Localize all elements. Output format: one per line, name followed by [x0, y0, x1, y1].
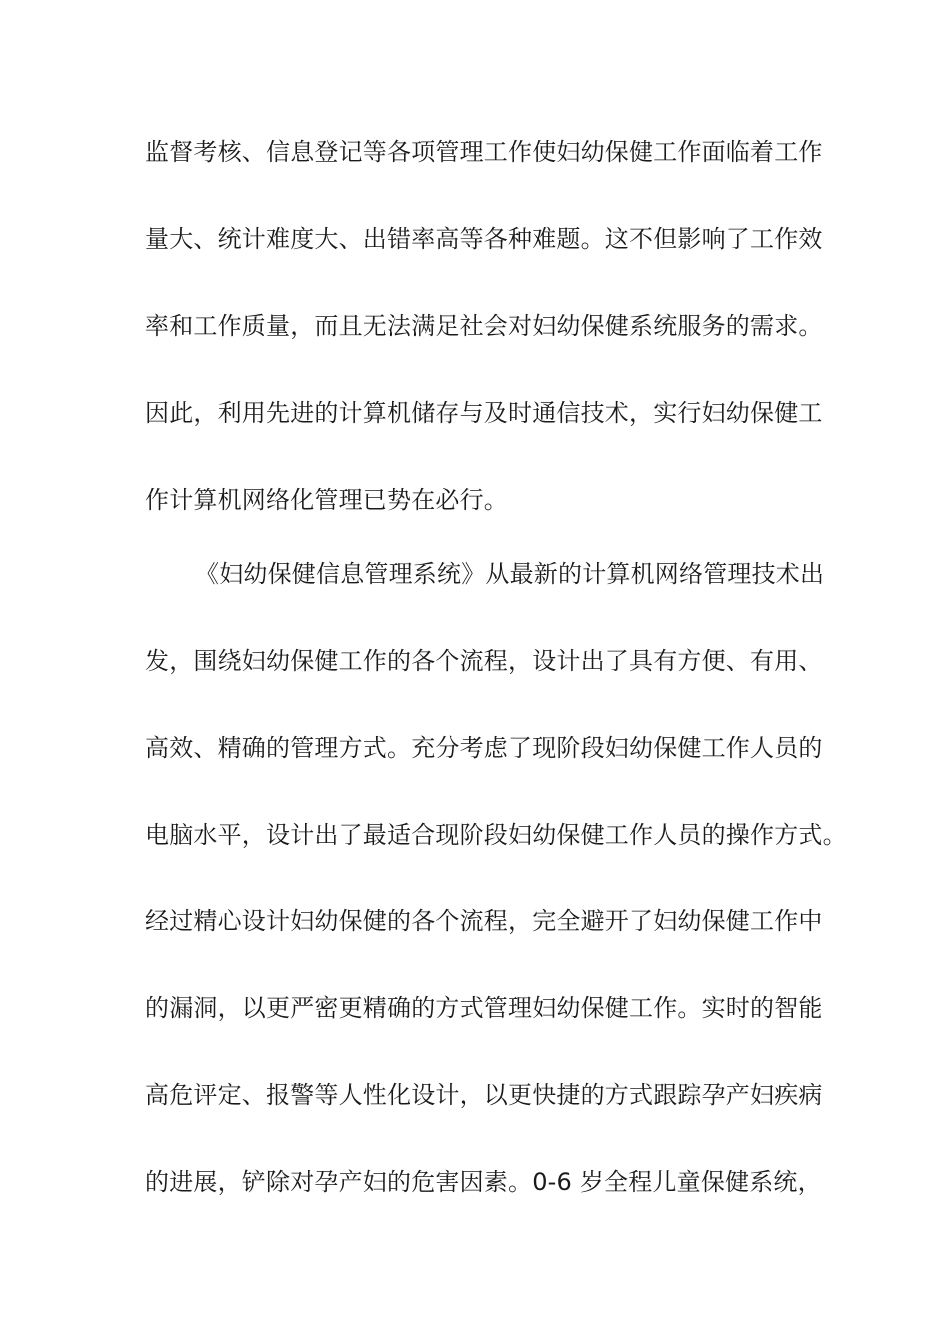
text-line: 高效、精确的管理方式。充分考虑了现阶段妇幼保健工作人员的 [145, 734, 823, 762]
text-line: 作计算机网络化管理已势在必行。 [145, 486, 508, 514]
text-line: 电脑水平，设计出了最适合现阶段妇幼保健工作人员的操作方式。 [145, 821, 847, 849]
text-line: 的进展，铲除对孕产妇的危害因素。0-6 岁全程儿童保健系统， [145, 1168, 822, 1196]
paragraph-start-line: 《妇幼保健信息管理系统》从最新的计算机网络管理技术出 [195, 560, 825, 588]
text-line: 率和工作质量，而且无法满足社会对妇幼保健系统服务的需求。 [145, 312, 823, 340]
text-line: 量大、统计难度大、出错率高等各种难题。这不但影响了工作效 [145, 225, 823, 253]
text-line: 高危评定、报警等人性化设计，以更快捷的方式跟踪孕产妇疾病 [145, 1081, 823, 1109]
text-line: 监督考核、信息登记等各项管理工作使妇幼保健工作面临着工作 [145, 138, 823, 166]
text-line: 发，围绕妇幼保健工作的各个流程，设计出了具有方便、有用、 [145, 647, 823, 675]
text-line: 经过精心设计妇幼保健的各个流程，完全避开了妇幼保健工作中 [145, 907, 823, 935]
text-line: 的漏洞，以更严密更精确的方式管理妇幼保健工作。实时的智能 [145, 994, 823, 1022]
text-line: 因此，利用先进的计算机储存与及时通信技术，实行妇幼保健工 [145, 399, 823, 427]
